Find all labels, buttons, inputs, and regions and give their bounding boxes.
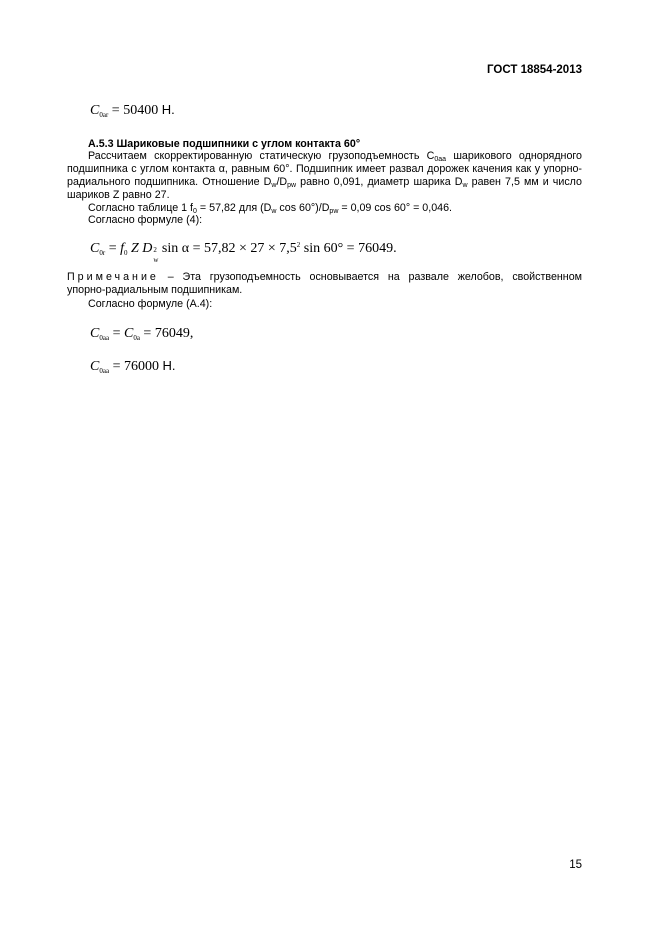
formula-sub: 0r	[99, 249, 106, 257]
paragraph-formula-ref: Согласно формуле (4):	[88, 214, 203, 226]
text: равно 0,091, диаметр шарика D	[300, 176, 463, 188]
text: /D	[276, 176, 288, 188]
formula-sub: 0a	[133, 334, 140, 342]
formula-sub: 0aa	[99, 367, 110, 375]
formula-c0aa	[90, 326, 193, 342]
text: = 57,82 для (D	[199, 202, 272, 214]
formula-sub: 0aa	[99, 334, 110, 342]
text: = 0,09 cos 60° = 0,046.	[341, 202, 452, 214]
formula-rhs: sin α = 57,82 × 27 × 7,5	[161, 241, 297, 256]
formula-c0aa-rounded	[90, 358, 175, 375]
formula-c0r	[90, 241, 397, 264]
note-label: Примечание	[67, 271, 159, 283]
formula-eq: =	[108, 241, 117, 256]
sub: 0aa	[434, 156, 447, 163]
formula-unit: Н.	[161, 102, 175, 117]
paragraph-formula-a4: Согласно формуле (А.4):	[88, 298, 213, 310]
note-line-1	[67, 271, 582, 283]
formula-var: C	[90, 103, 100, 118]
text: шарикового однорядного	[453, 150, 583, 162]
sub: 0	[193, 208, 197, 215]
text: равен 7,5 мм и число	[471, 176, 582, 188]
formula-rhs: = 76049,	[143, 326, 194, 341]
formula-var: Z D	[130, 241, 153, 256]
formula-var: C	[90, 359, 100, 374]
formula-unit: Н.	[162, 358, 176, 373]
text: Согласно таблице 1 f	[88, 202, 194, 214]
formula-rhs: = 76000	[112, 359, 159, 374]
sub: pw	[329, 208, 339, 215]
note-text: – Эта грузоподъемность основывается на развале желобов, свойственном	[167, 271, 582, 283]
page-number: 15	[569, 859, 582, 871]
formula-var: C	[90, 241, 100, 256]
standard-header: ГОСТ 18854-2013	[487, 64, 582, 76]
sub: pw	[287, 182, 297, 189]
formula-sub: w	[153, 256, 159, 264]
text: Рассчитаем скорректированную статическую грузоподъемность C	[88, 150, 435, 162]
sub: w	[271, 182, 277, 189]
formula-eq: =	[112, 326, 121, 341]
formula-sub: 0ar	[99, 111, 109, 119]
formula-sup: 2	[153, 246, 157, 254]
sub: w	[462, 182, 468, 189]
note-line-2: упорно-радиальным подшипникам.	[67, 284, 243, 296]
formula-var: C	[90, 326, 100, 341]
formula-rhs: = 50400	[111, 103, 159, 118]
formula-c0ar	[90, 102, 175, 119]
formula-var: f	[120, 241, 124, 256]
formula-sup: 2	[296, 241, 301, 249]
formula-var: C	[123, 326, 134, 341]
text: радиального подшипника. Отношение D	[67, 176, 272, 188]
sub: w	[271, 208, 277, 215]
paragraph-line-2: подшипника с углом контакта α, равным 60°. Подшипник имеет развал дорожек качения как у упорно-	[67, 163, 582, 175]
formula-sub: 0	[123, 249, 128, 257]
paragraph-line-4: шариков Z равно 27.	[67, 189, 170, 201]
section-heading: А.5.3 Шариковые подшипники с углом контакта 60°	[88, 138, 361, 150]
formula-tail: sin 60° = 76049.	[303, 241, 397, 256]
text: cos 60°)/D	[279, 202, 330, 214]
